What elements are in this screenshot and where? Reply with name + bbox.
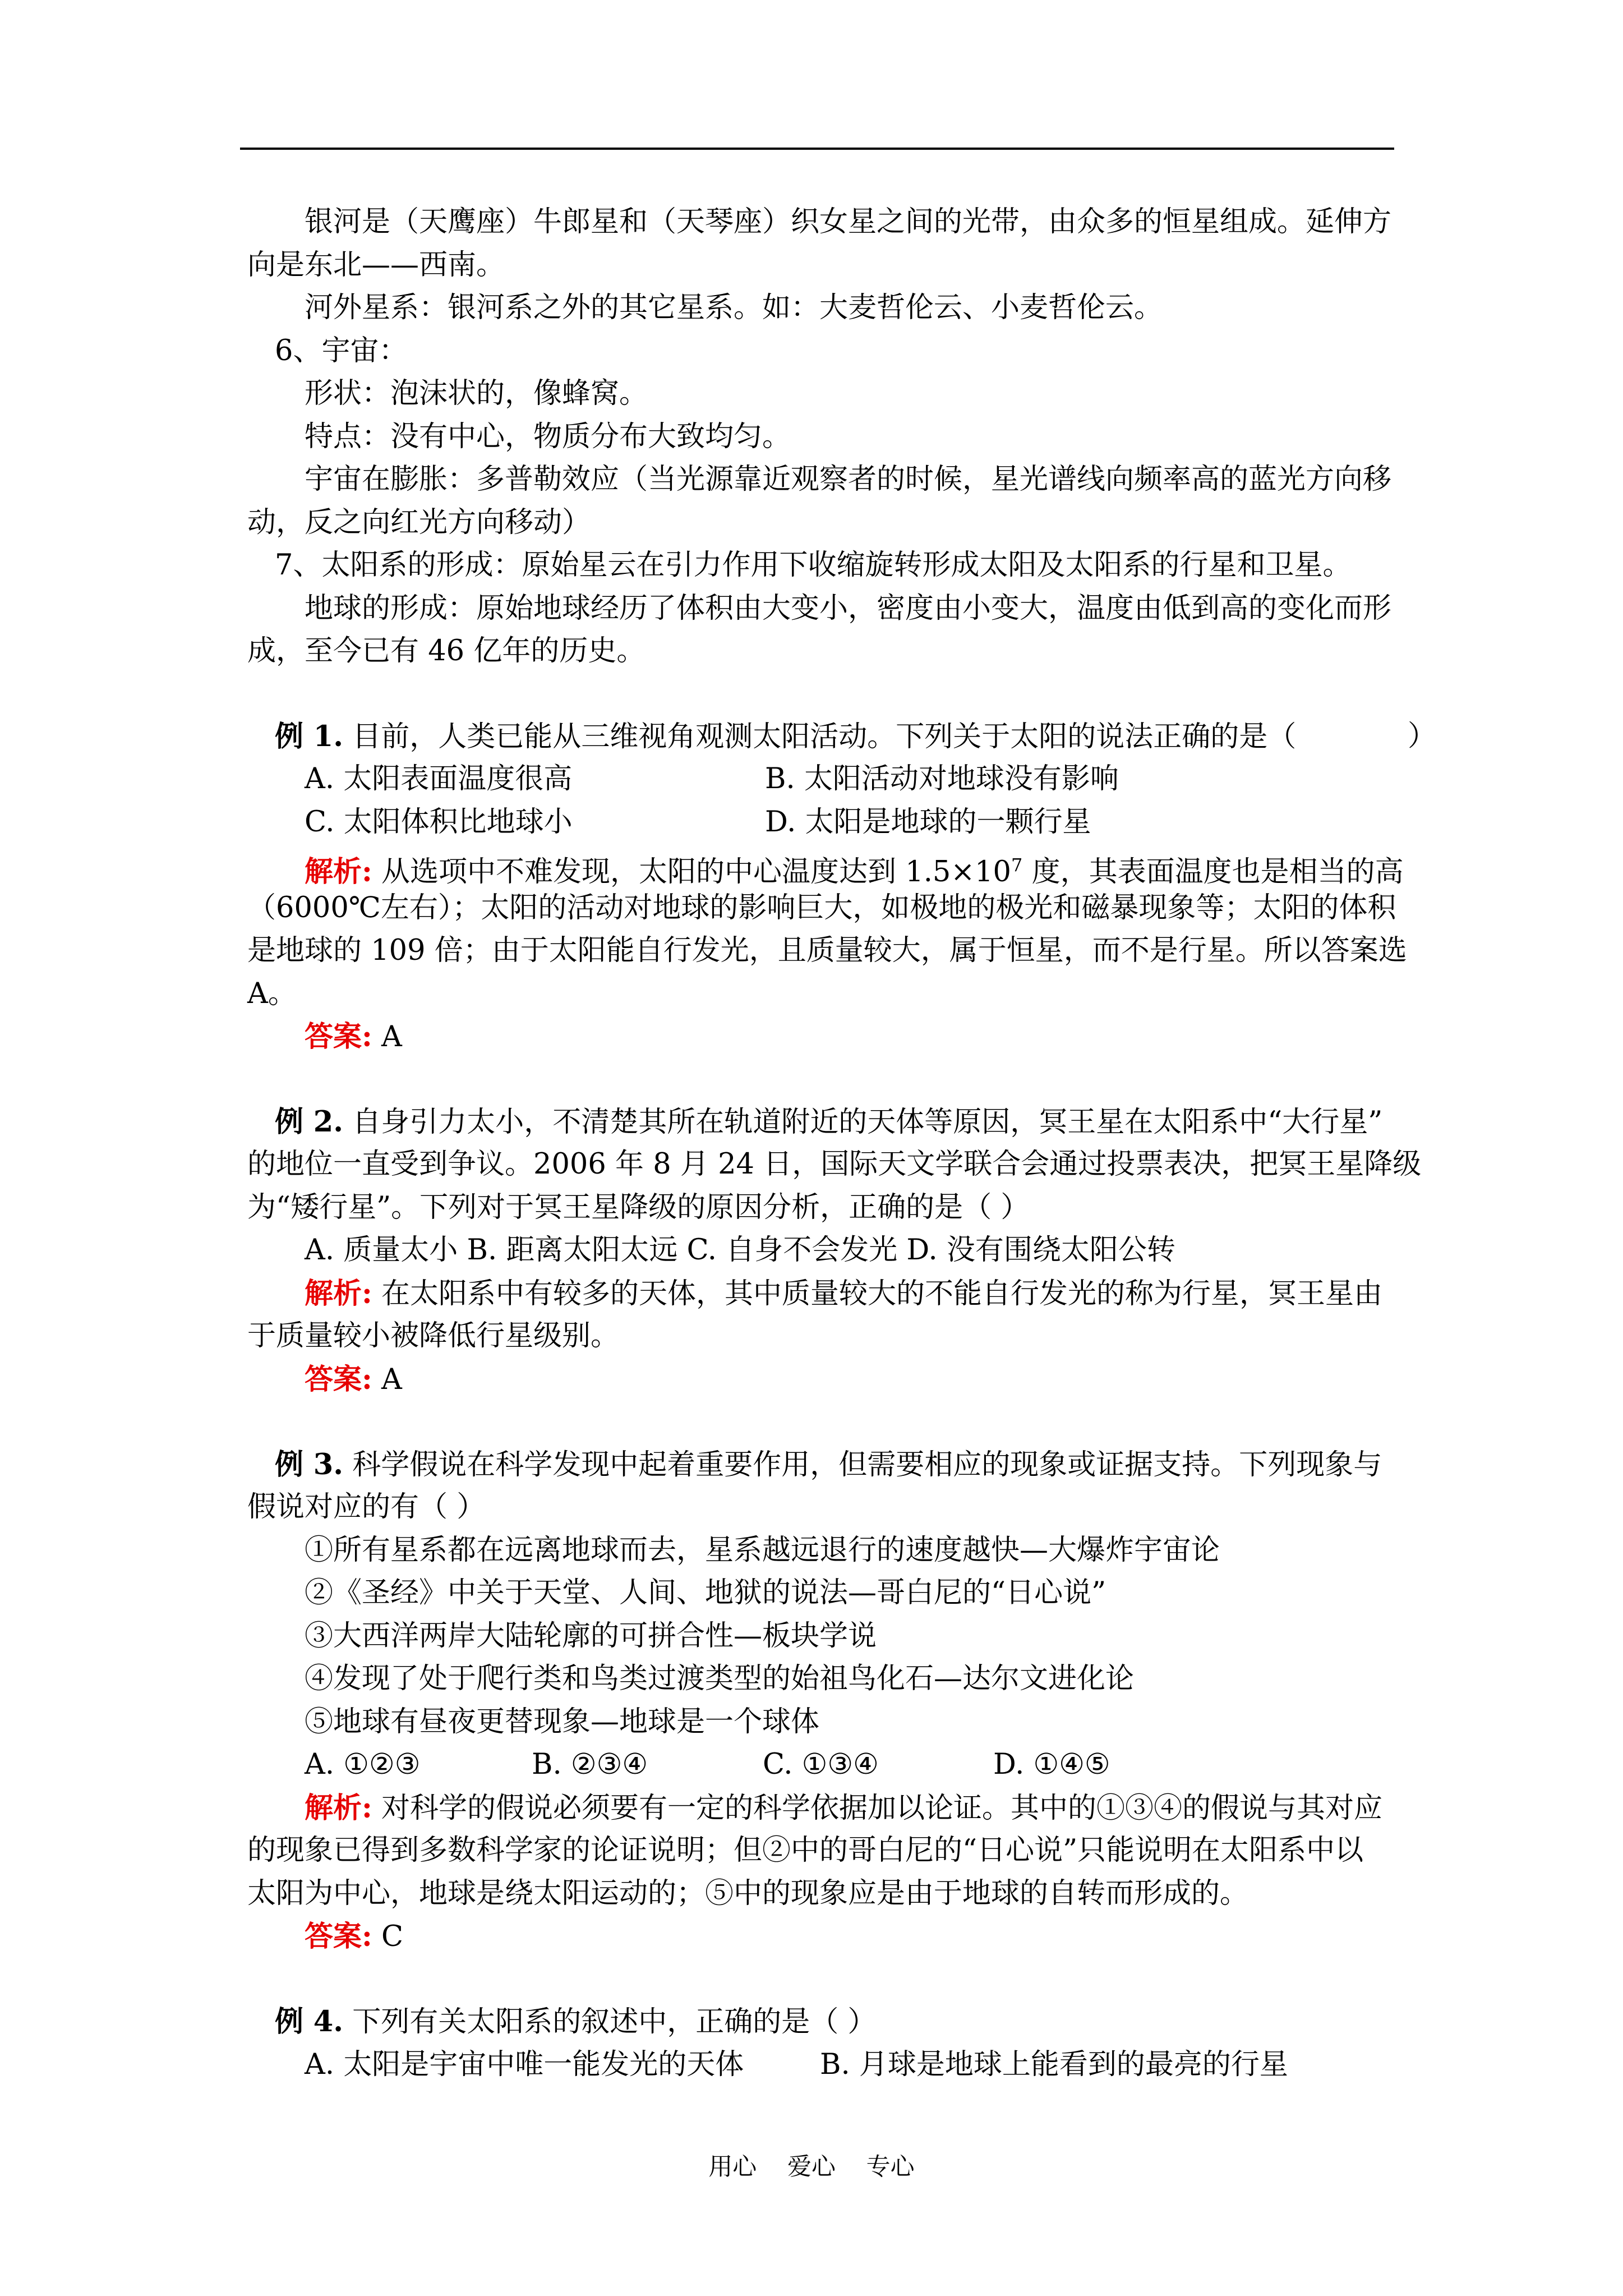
section-7-heading: 7、太阳系的形成：原始星云在引力作用下收缩旋转形成太阳及太阳系的行星和卫星。 <box>275 549 1352 582</box>
answer-label: 答案: <box>305 1920 372 1953</box>
example-3-answer: 答案: C <box>305 1920 404 1953</box>
example-2-stem-line-3: 为“矮行星”。下列对于冥王星降级的原因分析，正确的是（ ） <box>247 1191 1030 1224</box>
example-3-option-c: C. ①③④ <box>763 1748 879 1781</box>
example-1-analysis-line-4: A。 <box>247 977 297 1010</box>
analysis-label: 解析: <box>305 1277 372 1310</box>
answer-label: 答案: <box>305 1363 372 1396</box>
example-1-answer: 答案: A <box>305 1020 402 1053</box>
example-3-analysis-line-3: 太阳为中心，地球是绕太阳运动的；⑤中的现象应是由于地球的自转而形成的。 <box>247 1877 1249 1910</box>
example-1-option-b: B. 太阳活动对地球没有影响 <box>765 762 1119 795</box>
example-2-analysis-line-2: 于质量较小被降低行星级别。 <box>247 1319 620 1352</box>
intro-line-2: 向是东北——西南。 <box>247 249 505 282</box>
universe-shape: 形状：泡沫状的，像蜂窝。 <box>305 377 648 410</box>
universe-expansion-line-2: 动，反之向红光方向移动） <box>247 506 591 539</box>
analysis-label: 解析: <box>305 1791 372 1825</box>
example-1-label: 例 1. <box>275 720 343 753</box>
example-3-label: 例 3. <box>275 1448 343 1481</box>
example-2-stem-line-2: 的地位一直受到争议。2006 年 8 月 24 日，国际天文学联合会通过投票表决，把冥王星降级 <box>247 1148 1422 1181</box>
example-3-analysis-line-1: 解析: 对科学的假说必须要有一定的科学依据加以论证。其中的①③④的假说与其对应 <box>305 1791 1383 1825</box>
intro-line-1: 银河是（天鹰座）牛郎星和（天琴座）织女星之间的光带，由众多的恒星组成。延伸方 <box>305 205 1392 238</box>
section-6-heading: 6、宇宙： <box>275 334 408 367</box>
example-1-analysis-line-2: （6000℃左右）；太阳的活动对地球的影响巨大，如极地的极光和磁暴现象等；太阳的体积 <box>247 891 1396 924</box>
example-3-item-3: ③大西洋两岸大陆轮廓的可拼合性—板块学说 <box>305 1619 877 1653</box>
example-3-option-d: D. ①④⑤ <box>993 1748 1110 1781</box>
earth-formation-line-2: 成，至今已有 46 亿年的历史。 <box>247 634 645 668</box>
example-3-option-b: B. ②③④ <box>532 1748 648 1781</box>
example-1-analysis-line-1: 解析: 从选项中不难发现，太阳的中心温度达到 $1.5\times 10^7$ 度，其表面温度也是相当的高 <box>305 854 1404 889</box>
analysis-label: 解析: <box>305 855 372 889</box>
example-3-item-4: ④发现了处于爬行类和鸟类过渡类型的始祖鸟化石—达尔文进化论 <box>305 1662 1135 1695</box>
example-4-label: 例 4. <box>275 2005 343 2039</box>
example-4-option-b: B. 月球是地球上能看到的最亮的行星 <box>820 2048 1288 2081</box>
example-1-stem: 例 1. 目前，人类已能从三维视角观测太阳活动。下列关于太阳的说法正确的是（ <box>275 720 1297 753</box>
example-2-answer: 答案: A <box>305 1363 402 1396</box>
example-1-analysis-line-3: 是地球的 109 倍；由于太阳能自行发光，且质量较大，属于恒星，而不是行星。所以答案选 <box>247 934 1407 967</box>
example-3-analysis-line-2: 的现象已得到多数科学家的论证说明；但②中的哥白尼的“日心说”只能说明在太阳系中以 <box>247 1834 1364 1867</box>
example-3-stem-line-1: 例 3. 科学假说在科学发现中起着重要作用，但需要相应的现象或证据支持。下列现象与 <box>275 1448 1382 1481</box>
intro-line-3: 河外星系：银河系之外的其它星系。如：大麦哲伦云、小麦哲伦云。 <box>305 291 1163 324</box>
example-1-option-d: D. 太阳是地球的一颗行星 <box>765 806 1091 839</box>
example-2-analysis-line-1: 解析: 在太阳系中有较多的天体，其中质量较大的不能自行发光的称为行星，冥王星由 <box>305 1277 1383 1310</box>
earth-formation-line-1: 地球的形成：原始地球经历了体积由大变小，密度由小变大，温度由低到高的变化而形 <box>305 592 1392 625</box>
header-rule <box>240 148 1394 150</box>
page-footer: 用心 爱心 专心 <box>708 2153 915 2181</box>
example-4-stem: 例 4. 下列有关太阳系的叙述中，正确的是（ ） <box>275 2005 877 2039</box>
example-3-option-a: A. ①②③ <box>305 1748 421 1781</box>
example-3-item-1: ①所有星系都在远离地球而去，星系越远退行的速度越快—大爆炸宇宙论 <box>305 1534 1220 1567</box>
example-2-stem-line-1: 例 2. 自身引力太小，不清楚其所在轨道附近的天体等原因，冥王星在太阳系中“大行星” <box>275 1105 1383 1139</box>
example-4-option-a: A. 太阳是宇宙中唯一能发光的天体 <box>305 2048 744 2081</box>
example-2-options: A. 质量太小 B. 距离太阳太远 C. 自身不会发光 D. 没有围绕太阳公转 <box>305 1234 1175 1267</box>
universe-features: 特点：没有中心，物质分布大致均匀。 <box>305 420 791 453</box>
example-3-item-2: ②《圣经》中关于天堂、人间、地狱的说法—哥白尼的“日心说” <box>305 1576 1106 1609</box>
example-1-option-c: C. 太阳体积比地球小 <box>305 806 573 839</box>
example-1-close-paren: ） <box>1408 720 1437 753</box>
example-2-label: 例 2. <box>275 1105 343 1139</box>
example-3-stem-line-2: 假说对应的有（ ） <box>247 1490 486 1524</box>
answer-label: 答案: <box>305 1020 372 1053</box>
example-1-option-a: A. 太阳表面温度很高 <box>305 762 573 795</box>
universe-expansion-line-1: 宇宙在膨胀：多普勒效应（当光源靠近观察者的时候，星光谱线向频率高的蓝光方向移 <box>305 463 1392 496</box>
example-3-item-5: ⑤地球有昼夜更替现象—地球是一个球体 <box>305 1705 820 1738</box>
